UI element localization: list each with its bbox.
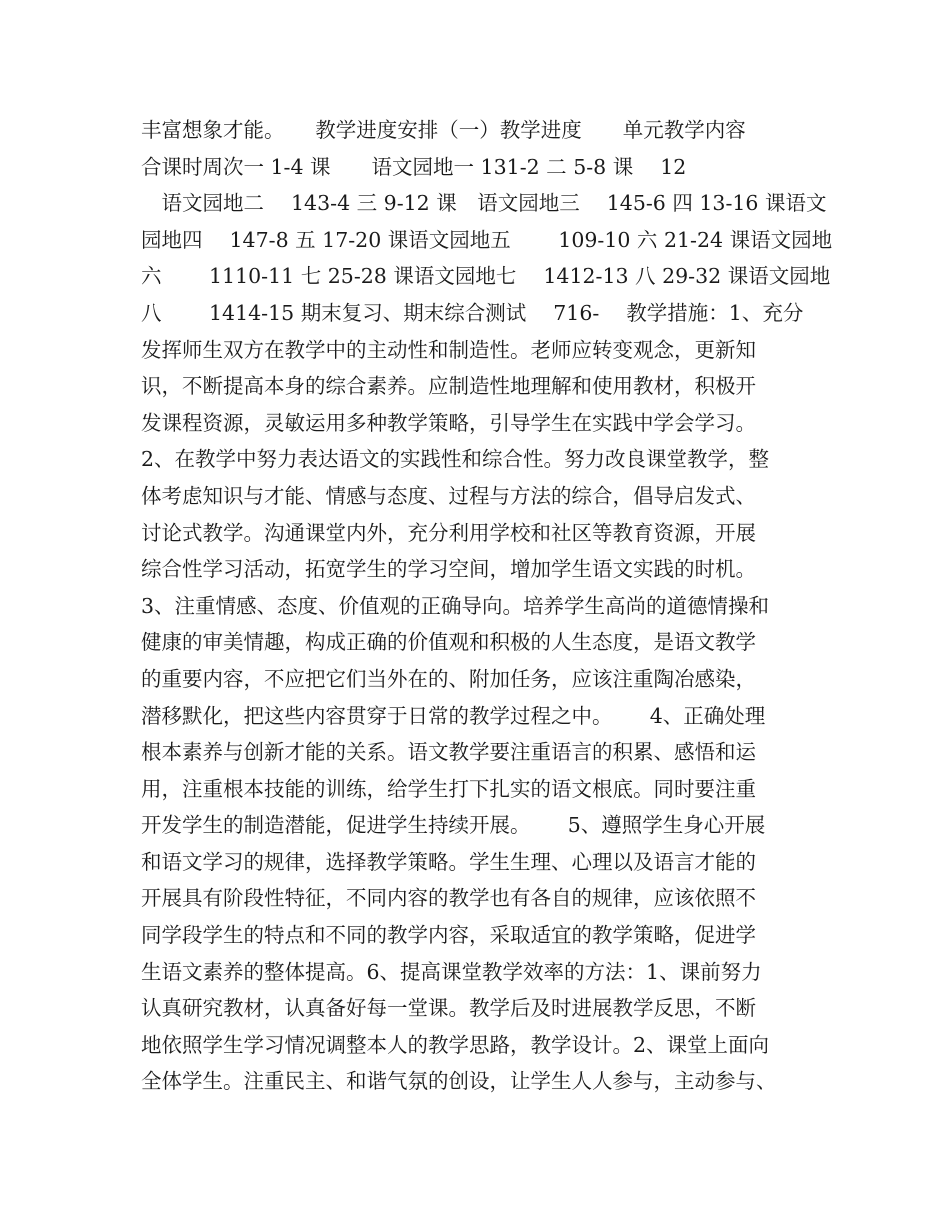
text-line: 根本素养与创新才能的关系。语文教学要注重语言的积累、感悟和运 [141, 740, 756, 765]
text-line: 生语文素养的整体提高。6、提高课堂教学效率的方法：1、课前努力 [141, 959, 762, 984]
text-line: 讨论式教学。沟通课堂内外，充分利用学校和社区等教育资源，开展 [141, 520, 756, 545]
text-line: 识，不断提高本身的综合素养。应制造性地理解和使用教材，积极开 [141, 374, 756, 399]
text-line: 2、在教学中努力表达语文的实践性和综合性。努力改良课堂教学，整 [141, 447, 770, 472]
text-line: 潜移默化，把这些内容贯穿于日常的教学过程之中。 4、正确处理 [141, 703, 766, 728]
text-line: 合课时周次一 1-4 课 语文园地一 131-2 二 5-8 课 12 [141, 154, 687, 179]
text-line: 八 1414-15 期末复习、期末综合测试 716- 教学措施：1、充分 [141, 300, 804, 325]
text-line: 用，注重根本技能的训练，给学生打下扎实的语文根底。同时要注重 [141, 776, 756, 801]
text-line: 健康的审美情趣，构成正确的价值观和积极的人生态度，是语文教学 [141, 630, 756, 655]
text-line: 园地四 147-8 五 17-20 课语文园地五 109-10 六 21-24 课语文园地 [141, 227, 833, 252]
text-line: 开发学生的制造潜能，促进学生持续开展。 5、遵照学生身心开展 [141, 813, 766, 838]
text-line: 发挥师生双方在教学中的主动性和制造性。老师应转变观念，更新知 [141, 337, 756, 362]
text-line: 发课程资源，灵敏运用多种教学策略，引导学生在实践中学会学习。 [141, 410, 756, 435]
text-line: 地依照学生学习情况调整本人的教学思路，教学设计。2、课堂上面向 [141, 1032, 770, 1057]
text-line: 3、注重情感、态度、价值观的正确导向。培养学生高尚的道德情操和 [141, 593, 770, 618]
text-line: 开展具有阶段性特征，不同内容的教学也有各自的规律，应该依照不 [141, 886, 756, 911]
body-text [141, 112, 833, 1100]
text-line: 和语文学习的规律，选择教学策略。学生生理、心理以及语言才能的 [141, 849, 756, 874]
text-line: 六 1110-11 七 25-28 课语文园地七 1412-13 八 29-32 课语文园地 [141, 264, 831, 289]
text-line: 的重要内容，不应把它们当外在的、附加任务，应该注重陶冶感染， [141, 666, 756, 691]
text-line: 丰富想象才能。 教学进度安排（一）教学进度 单元教学内容 [141, 118, 746, 142]
text-line: 全体学生。注重民主、和谐气氛的创设，让学生人人参与，主动参与、 [141, 1069, 777, 1094]
text-line: 认真研究教材，认真备好每一堂课。教学后及时进展教学反思，不断 [141, 996, 756, 1021]
text-line: 体考虑知识与才能、情感与态度、过程与方法的综合，倡导启发式、 [141, 483, 756, 508]
text-line: 语文园地二 143-4 三 9-12 课 语文园地三 145-6 四 13-16 课语文 [141, 191, 827, 216]
text-line: 综合性学习活动，拓宽学生的学习空间，增加学生语文实践的时机。 [141, 557, 756, 582]
text-line: 同学段学生的特点和不同的教学内容，采取适宜的教学策略，促进学 [141, 923, 756, 948]
